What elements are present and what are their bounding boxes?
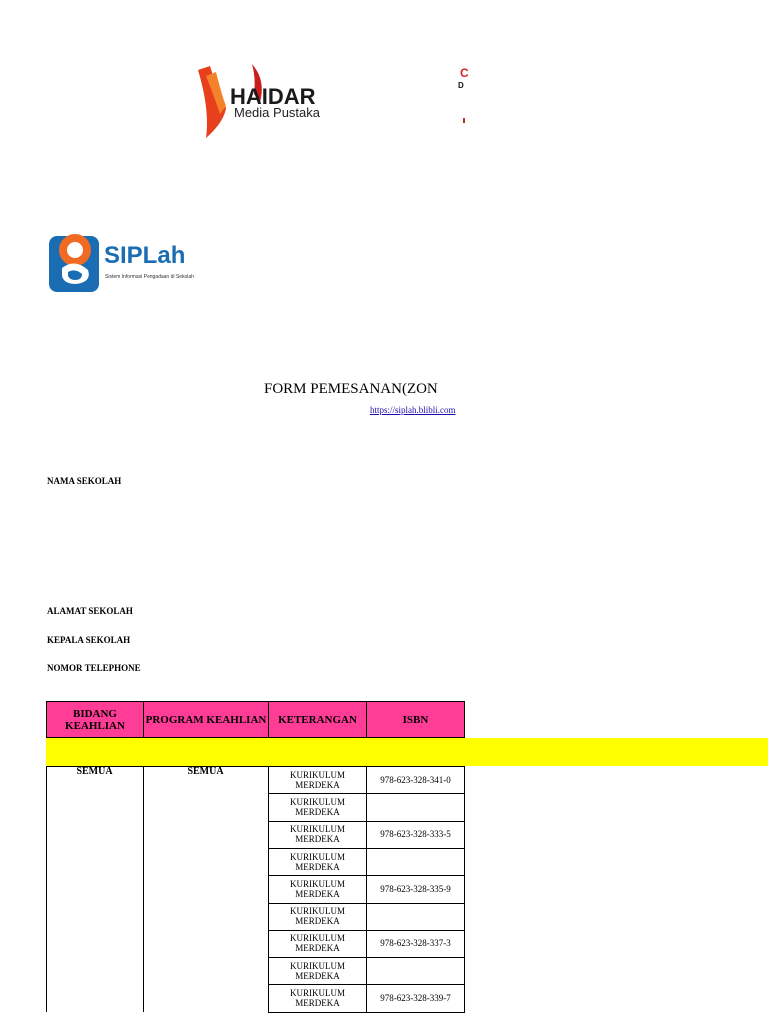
isbn-cell	[367, 957, 464, 984]
form-title: FORM PEMESANAN(ZON	[264, 381, 438, 397]
keterangan-cell: KURIKULUM MERDEKA	[290, 960, 345, 981]
siplah-link[interactable]: https://siplah.blibli.com	[370, 405, 456, 415]
keterangan-cell: KURIKULUM MERDEKA	[290, 906, 345, 927]
keterangan-cell: KURIKULUM MERDEKA	[290, 796, 345, 817]
alamat-sekolah-label: ALAMAT SEKOLAH	[47, 606, 133, 616]
nama-sekolah-label: NAMA SEKOLAH	[47, 476, 122, 486]
isbn-cell	[367, 793, 464, 820]
keterangan-cell: KURIKULUM MERDEKA	[290, 988, 345, 1009]
column-header-program: PROGRAM KEAHLIAN	[143, 701, 269, 738]
siplah-subtitle: Sistem Informasi Pengadaan di Sekolah	[105, 274, 194, 280]
keterangan-cell: KURIKULUM MERDEKA	[290, 878, 345, 899]
isbn-cell: 978-623-328-337-3	[380, 938, 451, 949]
isbn-cell	[367, 848, 464, 875]
bidang-keahlian-cell: SEMUA	[76, 766, 113, 777]
isbn-cell	[367, 903, 464, 930]
keterangan-cell: KURIKULUM MERDEKA	[290, 851, 345, 872]
isbn-cell: 978-623-328-339-7	[380, 993, 451, 1004]
highlight-row	[46, 738, 768, 766]
partner-logo	[452, 62, 469, 132]
keterangan-cell: KURIKULUM MERDEKA	[290, 933, 345, 954]
column-header-bidang: BIDANG KEAHLIAN	[46, 701, 144, 738]
table-border	[464, 766, 465, 1012]
keterangan-cell: KURIKULUM MERDEKA	[290, 769, 345, 790]
row-divider	[268, 1012, 465, 1013]
siplah-logo	[48, 228, 102, 294]
program-keahlian-cell: SEMUA	[187, 766, 224, 777]
isbn-cell: 978-623-328-335-9	[380, 883, 451, 894]
kepala-sekolah-label: KEPALA SEKOLAH	[47, 635, 131, 645]
table-border	[46, 766, 47, 1012]
partner-logo-letter-c: C	[460, 66, 469, 80]
column-header-keterangan: KETERANGAN	[268, 701, 367, 738]
isbn-cell: 978-623-328-341-0	[380, 774, 451, 785]
isbn-cell: 978-623-328-333-5	[380, 829, 451, 840]
keterangan-cell: KURIKULUM MERDEKA	[290, 824, 345, 845]
table-border	[143, 766, 144, 1012]
column-header-isbn: ISBN	[366, 701, 465, 738]
siplah-brand: SIPLah	[104, 242, 186, 269]
partner-logo-letter-d: D	[458, 81, 464, 90]
partner-logo-mark	[463, 118, 465, 123]
haidar-subtitle: Media Pustaka	[234, 105, 320, 120]
haidar-brand: HAIDAR	[230, 84, 316, 109]
nomor-telephone-label: NOMOR TELEPHONE	[47, 663, 141, 673]
